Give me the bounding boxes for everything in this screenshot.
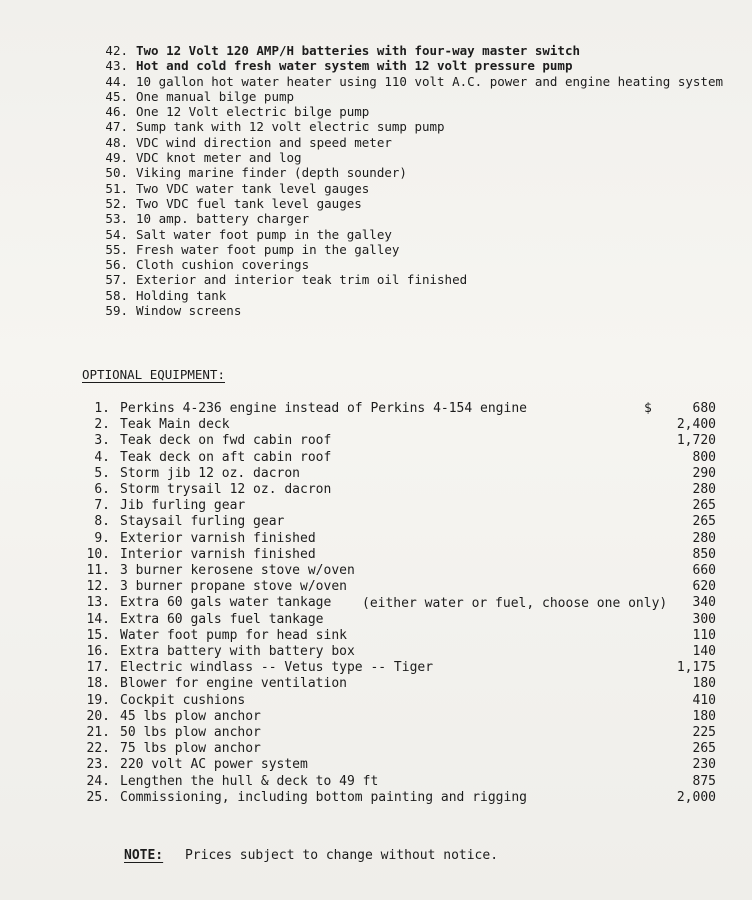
item-number: 17. — [86, 660, 110, 676]
item-text: Teak deck on aft cabin roof — [120, 449, 332, 465]
item-number: 53. — [105, 211, 128, 227]
item-price: 850 — [692, 546, 716, 562]
item-text: Jib furling gear — [120, 498, 246, 514]
standard-item — [88, 288, 738, 303]
item-text: Electric windlass -- Vetus type -- Tiger — [120, 660, 434, 676]
item-number: 23. — [86, 757, 110, 773]
item-number: 43. — [105, 58, 128, 74]
optional-item — [74, 417, 724, 433]
item-text: Lengthen the hull & deck to 49 ft — [120, 773, 379, 789]
optional-item — [74, 612, 724, 628]
item-price: 180 — [692, 676, 716, 692]
item-text: Fresh water foot pump in the galley — [136, 241, 400, 257]
item-text: Extra 60 gals fuel tankage — [120, 611, 324, 627]
item-text: Storm jib 12 oz. dacron — [120, 465, 301, 481]
item-number: 12. — [86, 579, 110, 595]
item-number: 55. — [105, 241, 128, 257]
item-price: 280 — [692, 482, 716, 498]
item-text: Interior varnish finished — [120, 546, 316, 562]
optional-item — [74, 514, 724, 530]
optional-item — [74, 433, 724, 449]
item-number: 21. — [86, 725, 110, 741]
item-text: Exterior and interior teak trim oil finished — [136, 272, 468, 288]
item-text: Commissioning, including bottom painting and rigging — [120, 789, 527, 805]
item-text: Salt water foot pump in the galley — [136, 226, 392, 242]
optional-item — [74, 401, 724, 417]
item-number: 51. — [105, 180, 128, 196]
item-number: 4. — [94, 449, 110, 465]
standard-item — [88, 303, 738, 318]
item-number: 56. — [105, 257, 128, 273]
item-number: 57. — [105, 272, 128, 288]
item-price: 620 — [692, 579, 716, 595]
item-price: 1,720 — [676, 433, 716, 449]
item-price: 110 — [692, 627, 716, 643]
item-text: One manual bilge pump — [136, 88, 295, 104]
item-text: 10 amp. battery charger — [136, 211, 310, 227]
item-text: Two VDC fuel tank level gauges — [136, 195, 362, 211]
item-price: 800 — [692, 449, 716, 465]
item-text: Blower for engine ventilation — [120, 676, 347, 692]
item-text: Teak deck on fwd cabin roof — [120, 433, 332, 449]
item-text: VDC knot meter and log — [136, 150, 302, 166]
item-number: 8. — [94, 514, 110, 530]
item-text: Cloth cushion coverings — [136, 257, 310, 273]
item-number: 3. — [94, 433, 110, 449]
item-text: Holding tank — [136, 287, 227, 303]
item-number: 13. — [86, 595, 110, 611]
item-number: 20. — [86, 708, 110, 724]
item-text: Water foot pump for head sink — [120, 627, 347, 643]
item-price: 140 — [692, 644, 716, 660]
item-text: Two VDC water tank level gauges — [136, 180, 370, 196]
item-number: 19. — [86, 692, 110, 708]
optional-item — [74, 774, 724, 790]
item-price: 265 — [692, 498, 716, 514]
item-price: 2,400 — [676, 417, 716, 433]
item-price: 225 — [692, 725, 716, 741]
optional-item — [74, 563, 724, 579]
optional-item — [74, 466, 724, 482]
item-price: 300 — [692, 611, 716, 627]
standard-equipment-list — [88, 43, 738, 318]
item-text: Cockpit cushions — [120, 692, 246, 708]
optional-item — [74, 644, 724, 660]
item-text: Extra battery with battery box — [120, 644, 355, 660]
standard-item — [88, 119, 738, 134]
item-number: 11. — [86, 563, 110, 579]
item-price: 280 — [692, 530, 716, 546]
tankage-note: (either water or fuel, choose one only) — [362, 596, 668, 611]
item-number: 50. — [105, 165, 128, 181]
item-price: 660 — [692, 563, 716, 579]
note-label: NOTE: — [124, 848, 164, 863]
standard-item — [88, 43, 738, 58]
item-number: 24. — [86, 773, 110, 789]
standard-item — [88, 150, 738, 165]
optional-item — [74, 725, 724, 741]
optional-equipment-heading: OPTIONAL EQUIPMENT: — [82, 367, 225, 382]
item-price: 875 — [692, 773, 716, 789]
standard-item — [88, 211, 738, 226]
item-number: 58. — [105, 287, 128, 303]
item-number: 22. — [86, 741, 110, 757]
standard-item — [88, 257, 738, 272]
optional-item — [74, 741, 724, 757]
item-text: Extra 60 gals water tankage — [120, 595, 332, 611]
item-text: Two 12 Volt 120 AMP/H batteries with four-way master switch — [136, 43, 581, 58]
item-text: Viking marine finder (depth sounder) — [136, 165, 407, 181]
item-text: One 12 Volt electric bilge pump — [136, 104, 370, 120]
optional-item — [74, 531, 724, 547]
item-text: 10 gallon hot water heater using 110 volt A.C. power and engine heating system — [136, 73, 723, 89]
currency-symbol: $ — [644, 401, 652, 416]
note-text: Prices subject to change without notice. — [184, 848, 499, 863]
item-number: 47. — [105, 119, 128, 135]
item-number: 14. — [86, 611, 110, 627]
optional-item — [74, 482, 724, 498]
optional-item — [74, 628, 724, 644]
item-text: Perkins 4-236 engine instead of Perkins 4-154 engine — [120, 401, 527, 416]
item-number: 18. — [86, 676, 110, 692]
standard-item — [88, 181, 738, 196]
standard-item — [88, 165, 738, 180]
item-number: 52. — [105, 195, 128, 211]
standard-item — [88, 104, 738, 119]
standard-item — [88, 196, 738, 211]
standard-item — [88, 135, 738, 150]
item-text: Sump tank with 12 volt electric sump pump — [136, 119, 445, 135]
item-number: 16. — [86, 644, 110, 660]
item-number: 5. — [94, 465, 110, 481]
item-number: 25. — [86, 789, 110, 805]
item-text: Teak Main deck — [120, 417, 230, 433]
item-number: 2. — [94, 417, 110, 433]
standard-item — [88, 227, 738, 242]
item-number: 59. — [105, 303, 128, 319]
item-price: 230 — [692, 757, 716, 773]
item-number: 49. — [105, 150, 128, 166]
item-number: 42. — [105, 43, 128, 58]
item-number: 15. — [86, 627, 110, 643]
optional-item — [74, 579, 724, 595]
item-price: 180 — [692, 708, 716, 724]
standard-item — [88, 242, 738, 257]
item-number: 45. — [105, 88, 128, 104]
item-number: 46. — [105, 104, 128, 120]
optional-item — [74, 693, 724, 709]
item-text: Hot and cold fresh water system with 12 volt pressure pump — [136, 58, 573, 74]
item-text: Staysail furling gear — [120, 514, 285, 530]
item-number: 7. — [94, 498, 110, 514]
item-text: 75 lbs plow anchor — [120, 741, 261, 757]
item-price: 290 — [692, 465, 716, 481]
item-price: 265 — [692, 514, 716, 530]
optional-item — [74, 498, 724, 514]
item-price: 265 — [692, 741, 716, 757]
item-number: 1. — [94, 401, 110, 416]
standard-item — [88, 89, 738, 104]
item-text: Storm trysail 12 oz. dacron — [120, 482, 332, 498]
optional-item — [74, 660, 724, 676]
optional-item — [74, 709, 724, 725]
standard-item — [88, 272, 738, 287]
item-price: 2,000 — [676, 789, 716, 805]
optional-item — [74, 450, 724, 466]
optional-item — [74, 676, 724, 692]
item-text: Window screens — [136, 303, 242, 319]
item-number: 9. — [94, 530, 110, 546]
item-number: 48. — [105, 134, 128, 150]
item-text: Exterior varnish finished — [120, 530, 316, 546]
standard-item — [88, 74, 738, 89]
optional-item — [74, 790, 724, 806]
item-text: VDC wind direction and speed meter — [136, 134, 392, 150]
item-price: 410 — [692, 692, 716, 708]
item-number: 54. — [105, 226, 128, 242]
item-number: 6. — [94, 482, 110, 498]
standard-item — [88, 58, 738, 73]
item-text: 220 volt AC power system — [120, 757, 308, 773]
item-number: 44. — [105, 73, 128, 89]
item-price: 680 — [692, 401, 716, 416]
item-price: 1,175 — [676, 660, 716, 676]
item-number: 10. — [86, 546, 110, 562]
optional-item — [74, 757, 724, 773]
item-price: 340 — [692, 595, 716, 611]
item-text: 50 lbs plow anchor — [120, 725, 261, 741]
item-text: 3 burner propane stove w/oven — [120, 579, 347, 595]
optional-item — [74, 547, 724, 563]
item-text: 45 lbs plow anchor — [120, 708, 261, 724]
price-note — [124, 848, 498, 863]
item-text: 3 burner kerosene stove w/oven — [120, 563, 355, 579]
